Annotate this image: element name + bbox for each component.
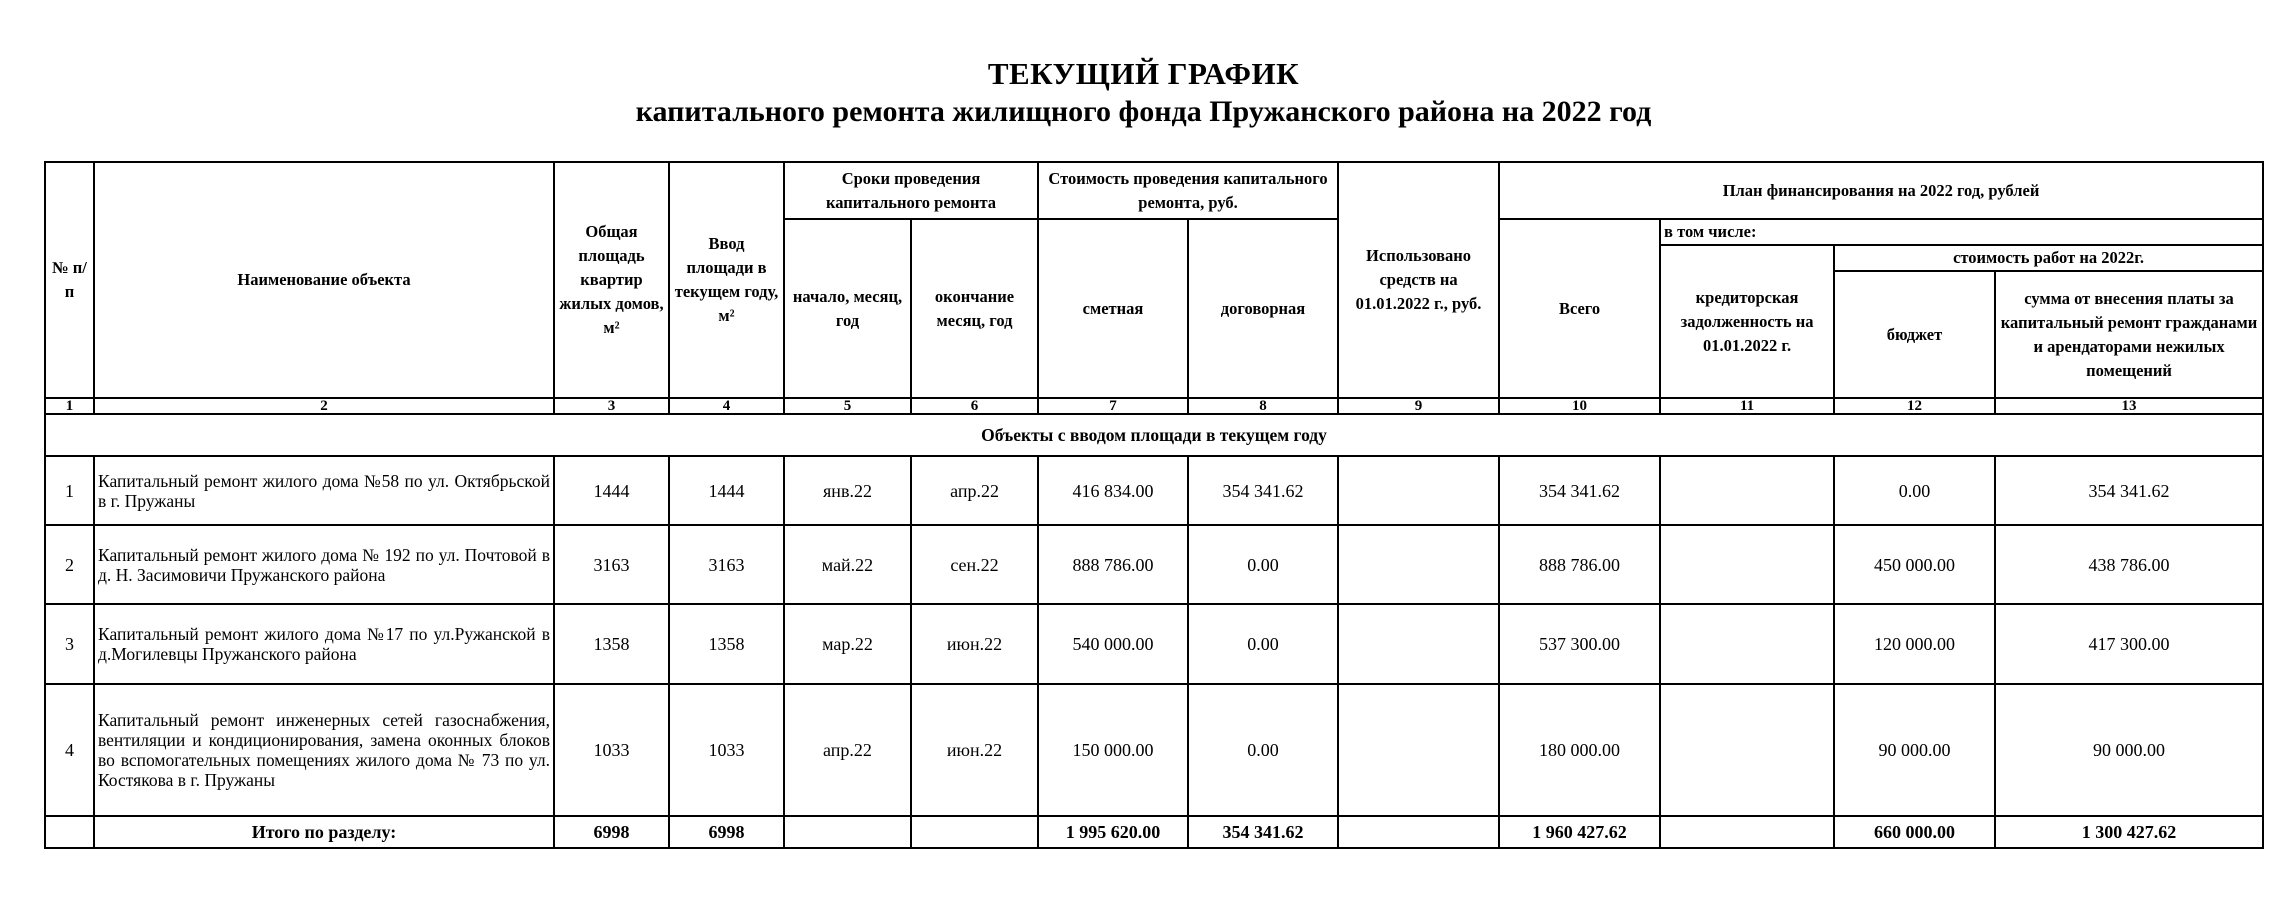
row-end: июн.22 [911,684,1038,816]
row-budget: 450 000.00 [1834,525,1995,604]
row-start: апр.22 [784,684,911,816]
row-contract: 354 341.62 [1188,456,1338,525]
row-start: янв.22 [784,456,911,525]
row-estimate: 888 786.00 [1038,525,1188,604]
row-input: 1033 [669,684,784,816]
row-name: Капитальный ремонт жилого дома №58 по ул. Октябрьской в г. Пружаны [94,456,554,525]
row-contract: 0.00 [1188,684,1338,816]
row-creditor [1660,525,1834,604]
header-contract: договорная [1188,219,1338,398]
column-number: 7 [1038,398,1188,414]
header-commissioned-area: Ввод площади в текущем году, м² [669,162,784,398]
row-area: 3163 [554,525,669,604]
row-creditor [1660,604,1834,684]
column-number: 13 [1995,398,2263,414]
column-number: 5 [784,398,911,414]
table-row [45,604,2263,684]
row-citizens: 90 000.00 [1995,684,2263,816]
totals-citizens: 1 300 427.62 [1995,816,2263,848]
header-work-cost: стоимость работ на 2022г. [1834,245,2263,271]
column-number: 6 [911,398,1038,414]
column-number: 1 [45,398,94,414]
row-name: Капитальный ремонт жилого дома № 192 по ул. Почтовой в д. Н. Засимовичи Пружанского района [94,525,554,604]
totals-area: 6998 [554,816,669,848]
totals-estimate: 1 995 620.00 [1038,816,1188,848]
header-no: № п/п [45,162,94,398]
row-total: 888 786.00 [1499,525,1660,604]
row-area: 1033 [554,684,669,816]
row-name: Капитальный ремонт жилого дома №17 по ул.Ружанской в д.Могилевцы Пружанского района [94,604,554,684]
document-title: ТЕКУЩИЙ ГРАФИК [987,56,1300,91]
column-number: 8 [1188,398,1338,414]
row-end: сен.22 [911,525,1038,604]
header-used: Использовано средств на 01.01.2022 г., руб. [1338,162,1499,398]
document-subtitle: капитального ремонта жилищного фонда Пружанского района на 2022 год [635,95,1652,128]
row-input: 3163 [669,525,784,604]
row-name: Капитальный ремонт инженерных сетей газоснабжения, вентиляции и кондиционирования, замена оконных блоков во вспомогательных помещениях жилого дома № 73 по ул. Костякова в г. Пружаны [94,684,554,816]
row-used [1338,525,1499,604]
row-used [1338,604,1499,684]
column-number: 9 [1338,398,1499,414]
row-area: 1444 [554,456,669,525]
row-no: 2 [45,525,94,604]
totals-end [911,816,1038,848]
totals-no [45,816,94,848]
header-estimate: сметная [1038,219,1188,398]
column-number: 12 [1834,398,1995,414]
row-start: май.22 [784,525,911,604]
row-end: июн.22 [911,604,1038,684]
row-creditor [1660,684,1834,816]
column-number: 2 [94,398,554,414]
column-number: 11 [1660,398,1834,414]
header-terms: Сроки проведения капитального ремонта [784,162,1038,219]
row-citizens: 354 341.62 [1995,456,2263,525]
totals-contract: 354 341.62 [1188,816,1338,848]
row-contract: 0.00 [1188,604,1338,684]
row-no: 1 [45,456,94,525]
header-plan: План финансирования на 2022 год, рублей [1499,162,2263,219]
row-budget: 90 000.00 [1834,684,1995,816]
row-budget: 0.00 [1834,456,1995,525]
column-number: 3 [554,398,669,414]
row-used [1338,456,1499,525]
row-citizens: 417 300.00 [1995,604,2263,684]
header-name: Наименование объекта [94,162,554,398]
totals-used [1338,816,1499,848]
totals-budget: 660 000.00 [1834,816,1995,848]
row-estimate: 540 000.00 [1038,604,1188,684]
row-input: 1358 [669,604,784,684]
row-area: 1358 [554,604,669,684]
row-creditor [1660,456,1834,525]
row-input: 1444 [669,456,784,525]
row-start: мар.22 [784,604,911,684]
header-start: начало, месяц, год [784,219,911,398]
row-contract: 0.00 [1188,525,1338,604]
row-budget: 120 000.00 [1834,604,1995,684]
totals-creditor [1660,816,1834,848]
column-number: 4 [669,398,784,414]
header-creditor: кредиторская задолженность на 01.01.2022 г. [1660,245,1834,398]
table-row [45,456,2263,525]
totals-label: Итого по разделу: [94,816,554,848]
column-number-row [45,398,2263,414]
row-estimate: 416 834.00 [1038,456,1188,525]
header-including: в том числе: [1660,219,2263,245]
repair-schedule-table [44,161,2264,849]
header-total: Всего [1499,219,1660,398]
totals-start [784,816,911,848]
row-estimate: 150 000.00 [1038,684,1188,816]
row-citizens: 438 786.00 [1995,525,2263,604]
row-total: 537 300.00 [1499,604,1660,684]
row-used [1338,684,1499,816]
totals-input: 6998 [669,816,784,848]
row-no: 4 [45,684,94,816]
header-end: окончание месяц, год [911,219,1038,398]
table-row [45,525,2263,604]
section-title: Объекты с вводом площади в текущем году [45,414,2263,456]
row-no: 3 [45,604,94,684]
totals-total: 1 960 427.62 [1499,816,1660,848]
row-total: 354 341.62 [1499,456,1660,525]
row-total: 180 000.00 [1499,684,1660,816]
header-citizens: сумма от внесения платы за капитальный ремонт гражданами и арендаторами нежилых помещений [1995,271,2263,398]
header-cost: Стоимость проведения капитального ремонта, руб. [1038,162,1338,219]
totals-row [45,816,2263,848]
table-row [45,684,2263,816]
header-total-area: Общая площадь квартир жилых домов, м² [554,162,669,398]
row-end: апр.22 [911,456,1038,525]
header-budget: бюджет [1834,271,1995,398]
column-number: 10 [1499,398,1660,414]
